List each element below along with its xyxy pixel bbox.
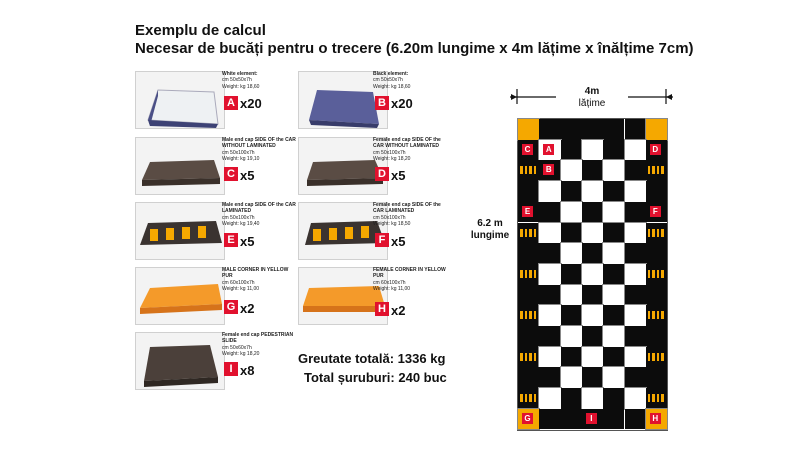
grid-cell: [582, 202, 603, 223]
grid-code-c: C: [522, 144, 533, 155]
grid-cell: [539, 305, 560, 326]
grid-cell: [582, 160, 603, 181]
grid-cell: [646, 223, 667, 244]
grid-cell: [625, 326, 646, 347]
grid-cell: [625, 388, 646, 409]
grid-cell: [539, 285, 560, 306]
product-qty-d: x5: [391, 168, 406, 183]
product-info-c: Male end cap SIDE OF the CAR WITHOUT LAMINATED cm 50x100x7h Weight: kg 19,10: [222, 137, 296, 162]
grid-cell: [561, 202, 582, 223]
laminated-stripes: [520, 270, 536, 278]
grid-cell: [646, 160, 667, 181]
product-qty-e: x5: [240, 234, 255, 249]
crossing-layout-grid: [517, 118, 668, 431]
total-screws: Total șuruburi: 240 buc: [304, 370, 447, 385]
grid-cell: [603, 367, 624, 388]
laminated-stripes: [648, 270, 664, 278]
product-code-h: H: [375, 302, 389, 316]
grid-cell-e: [518, 202, 539, 223]
grid-cell: [518, 367, 539, 388]
grid-cell: [582, 347, 603, 368]
grid-cell: [603, 285, 624, 306]
grid-cell: [625, 202, 646, 223]
grid-cell: [603, 388, 624, 409]
grid-cell: [582, 305, 603, 326]
grid-cell: [646, 181, 667, 202]
title-line-1: Exemplu de calcul: [135, 22, 266, 39]
grid-cell: [561, 388, 582, 409]
grid-cell: [561, 119, 582, 140]
grid-cell: [539, 264, 560, 285]
grid-cell: [582, 326, 603, 347]
product-code-b: B: [375, 96, 389, 110]
grid-cell: [518, 243, 539, 264]
grid-cell: [582, 140, 603, 161]
product-qty-b: x20: [391, 96, 413, 111]
grid-cell: [625, 243, 646, 264]
grid-cell: [561, 367, 582, 388]
title-line-2: Necesar de bucăți pentru o trecere (6.20m lungime x 4m lățime x înălțime 7cm): [135, 40, 694, 57]
grid-cell: [539, 409, 560, 430]
grid-cell: [518, 388, 539, 409]
grid-code-g: G: [522, 413, 533, 424]
product-info-b: Black element: cm 50x50x7h Weight: kg 18,60: [373, 71, 411, 90]
grid-cell: [646, 243, 667, 264]
grid-code-h: H: [650, 413, 661, 424]
grid-cell: [646, 367, 667, 388]
product-info-g: MALE CORNER IN YELLOW PUR cm 60x100x7h Weight: kg 11,00: [222, 267, 289, 292]
grid-cell: [603, 264, 624, 285]
grid-cell: [561, 409, 582, 430]
grid-cell: [603, 181, 624, 202]
product-info-d: Female end cap SIDE OF the CAR WITHOUT LAMINATED cm 50x100x7h Weight: kg 18,20: [373, 137, 441, 162]
laminated-stripes: [648, 394, 664, 402]
grid-cell: [625, 367, 646, 388]
grid-cell: [646, 119, 667, 140]
grid-cell: [625, 181, 646, 202]
width-label: 4m lățime: [578, 86, 606, 109]
total-weight: Greutate totală: 1336 kg: [298, 351, 446, 366]
product-info-f: Female end cap SIDE OF the CAR LAMINATED cm 50x100x7h Weight: kg 18,50: [373, 202, 441, 227]
grid-cell: [603, 243, 624, 264]
grid-cell: [539, 388, 560, 409]
laminated-stripes: [520, 166, 536, 174]
grid-cell: [539, 326, 560, 347]
grid-cell: [518, 264, 539, 285]
grid-cell: [625, 160, 646, 181]
product-info-e: Male end cap SIDE OF the CAR LAMINATED cm 50x100x7h Weight: kg 19,40: [222, 202, 296, 227]
grid-cell: [625, 285, 646, 306]
grid-cell: [561, 223, 582, 244]
grid-code-f: F: [650, 206, 661, 217]
grid-cell: [582, 264, 603, 285]
laminated-stripes: [648, 311, 664, 319]
grid-cell: [625, 347, 646, 368]
grid-cell: [582, 285, 603, 306]
laminated-stripes: [648, 353, 664, 361]
grid-cell: [539, 347, 560, 368]
product-info-h: FEMALE CORNER IN YELLOW PUR cm 60x100x7h Weight: kg 11,00: [373, 267, 446, 292]
grid-cell: [539, 119, 560, 140]
grid-cell: [646, 305, 667, 326]
product-code-g: G: [224, 300, 238, 314]
grid-cell: [603, 305, 624, 326]
grid-cell: [646, 326, 667, 347]
grid-cell: [625, 140, 646, 161]
product-qty-g: x2: [240, 301, 255, 316]
laminated-stripes: [648, 229, 664, 237]
grid-cell: [518, 347, 539, 368]
product-code-c: C: [224, 167, 238, 181]
grid-cell: [539, 181, 560, 202]
grid-cell: [518, 285, 539, 306]
grid-cell-i: [582, 409, 603, 430]
grid-cell: [561, 285, 582, 306]
product-qty-a: x20: [240, 96, 262, 111]
grid-cell: [561, 140, 582, 161]
grid-cell: [603, 119, 624, 140]
product-qty-c: x5: [240, 168, 255, 183]
grid-cell: [561, 326, 582, 347]
grid-cell: [603, 160, 624, 181]
grid-cell: [561, 347, 582, 368]
product-code-f: F: [375, 233, 389, 247]
grid-cell: [561, 305, 582, 326]
grid-cell: [582, 243, 603, 264]
grid-cell: [518, 160, 539, 181]
product-qty-i: x8: [240, 363, 255, 378]
grid-cell: [561, 264, 582, 285]
grid-cell: [603, 409, 624, 430]
grid-cell: [603, 326, 624, 347]
grid-cell: [539, 367, 560, 388]
grid-cell: [625, 119, 646, 140]
grid-cell: [603, 223, 624, 244]
grid-cell: [646, 264, 667, 285]
grid-cell: [625, 264, 646, 285]
grid-cell: [582, 181, 603, 202]
laminated-stripes: [520, 311, 536, 319]
product-qty-h: x2: [391, 303, 406, 318]
grid-cell: [518, 305, 539, 326]
product-info-a: White element: cm 50x50x7h Weight: kg 18,60: [222, 71, 260, 90]
grid-cell: [582, 388, 603, 409]
grid-cell-d: [646, 140, 667, 161]
grid-code-e: E: [522, 206, 533, 217]
grid-cell-h: [646, 409, 667, 430]
grid-cell: [561, 181, 582, 202]
grid-cell: [603, 347, 624, 368]
grid-cell-a: [539, 140, 560, 161]
product-qty-f: x5: [391, 234, 406, 249]
grid-cell: [561, 160, 582, 181]
grid-code-i: I: [586, 413, 597, 424]
product-code-i: I: [224, 362, 238, 376]
product-info-i: Female end cap PEDESTRIAN SLIDE cm 50x60x7h Weight: kg 18,20: [222, 332, 294, 357]
grid-code-d: D: [650, 144, 661, 155]
grid-cell: [518, 326, 539, 347]
laminated-stripes: [520, 394, 536, 402]
grid-cell: [582, 119, 603, 140]
grid-cell: [518, 223, 539, 244]
grid-code-b: B: [543, 164, 554, 175]
grid-cell: [561, 243, 582, 264]
grid-cell: [518, 119, 539, 140]
grid-cell: [539, 202, 560, 223]
grid-cell: [625, 409, 646, 430]
grid-cell: [646, 285, 667, 306]
grid-cell: [625, 223, 646, 244]
grid-cell: [646, 388, 667, 409]
grid-cell: [539, 243, 560, 264]
grid-cell: [625, 305, 646, 326]
grid-cell: [518, 181, 539, 202]
grid-cell-f: [646, 202, 667, 223]
laminated-stripes: [520, 353, 536, 361]
grid-cell-c: [518, 140, 539, 161]
laminated-stripes: [648, 166, 664, 174]
laminated-stripes: [520, 229, 536, 237]
grid-cell: [582, 367, 603, 388]
grid-cell: [582, 223, 603, 244]
grid-cell: [646, 347, 667, 368]
grid-cell-b: [539, 160, 560, 181]
grid-cell-g: [518, 409, 539, 430]
grid-code-a: A: [543, 144, 554, 155]
grid-cell: [603, 140, 624, 161]
product-code-e: E: [224, 233, 238, 247]
grid-cell: [603, 202, 624, 223]
grid-cell: [539, 223, 560, 244]
product-code-d: D: [375, 167, 389, 181]
product-code-a: A: [224, 96, 238, 110]
length-label: 6.2 m lungime: [470, 218, 510, 241]
